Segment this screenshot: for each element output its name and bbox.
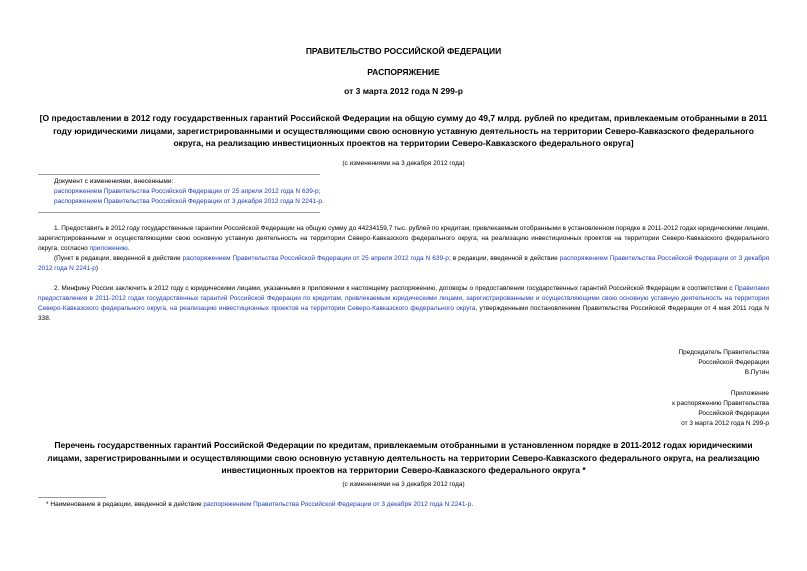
note-mid: ; в редакции, введенной в действие xyxy=(448,255,560,262)
rules-link[interactable]: Правилами предоставления в 2011-2012 годах государственных гарантий Российской Федерации по кредитам, привлекаемым юридическими лицами, зарегистрированными и осуществляющими свою основную уставную деятельность на территории Северо-Кавказского федерального округа, на реализацию инвестиционных проектов на территории Северо-Кавказского федерального округа xyxy=(38,285,769,312)
footnote-divider xyxy=(38,497,106,498)
signature-name: В.Путин xyxy=(744,369,769,376)
government-heading: ПРАВИТЕЛЬСТВО РОССИЙСКОЙ ФЕДЕРАЦИИ xyxy=(305,46,502,56)
doc-type-heading: РАСПОРЯЖЕНИЕ xyxy=(367,67,440,77)
paragraph-1-end: . xyxy=(127,245,130,252)
appendix-title: Перечень государственных гарантий Российской Федерации по кредитам, привлекаемым отобранными в установленном порядке в 2011-2012 годах юридическими лицами, зарегистрированными и осуществляющими свою основную уставную деятельность на территории Северо-Кавказского федерального округа, на реализацию инвестиционных проектов на территории Северо-Кавказского федерального округа * xyxy=(47,440,760,475)
note-start: (Пункт в редакции, введенной в действие xyxy=(54,255,183,262)
signature-line-2: Российской Федерации xyxy=(698,359,769,366)
note-link-2241[interactable]: распоряжением Правительства Российской Федерации от 3 декабря 2012 года N 2241-р xyxy=(38,255,770,272)
appendix-line-3: Российской Федерации xyxy=(698,410,769,417)
signature-block xyxy=(678,348,769,378)
footnote-end: . xyxy=(471,501,474,508)
paragraph-1-note xyxy=(38,254,769,274)
signature-line-1: Председатель Правительства xyxy=(678,349,769,356)
amendment-link-1[interactable]: распоряжением Правительства Российской Федерации от 25 апреля 2012 года N 639-р; xyxy=(54,188,321,195)
paragraph-2-end: , утвержденными постановлением Правительства Российской Федерации от 4 мая 2011 года N 338. xyxy=(38,305,769,322)
appendix-block xyxy=(672,389,769,429)
paragraph-1 xyxy=(38,224,769,254)
note-link-639[interactable]: распоряжением Правительства Российской Федерации от 25 апреля 2012 года N 639-р xyxy=(182,255,449,262)
amendments-block xyxy=(54,177,324,207)
appendix-line-1: Приложение xyxy=(730,390,769,397)
doc-title: [О предоставлении в 2012 году государственных гарантий Российской Федерации на общую сумму до 49,7 млрд. рублей по кредитам, привлекаемым отобранными в 2011 году юридическими лицами, зарегистрированными и осуществляющими свою основную уставную деятельность на территории Северо-Кавказского федерального округа, на реализацию инвестиционных проектов на территории Северо-Кавказского федерального округа] xyxy=(39,113,768,148)
amendment-link-2[interactable]: распоряжением Правительства Российской Федерации от 3 декабря 2012 года N 2241-р. xyxy=(54,198,324,205)
appendix-changes-note: (с изменениями на 3 декабря 2012 года) xyxy=(342,481,465,488)
divider-bottom xyxy=(38,212,320,213)
appendix-line-4: от 3 марта 2012 года N 299-р xyxy=(681,420,769,427)
appendix-link[interactable]: приложению xyxy=(89,245,128,252)
note-end: ) xyxy=(95,265,99,272)
changes-note: (с изменениями на 3 декабря 2012 года) xyxy=(342,160,465,167)
paragraph-1-text: 1. Предоставить в 2012 году государственные гарантии Российской Федерации на общую сумму до 44234159,7 тыс. рублей по кредитам, привлекаемым отобранными в установленном порядке в 2011-2012 годах юридическими лицами, зарегистрированными и осуществляющими свою основную уставную деятельность на территории Северо-Кавказского федерального округа, на реализацию инвестиционных проектов на территории Северо-Кавказского федерального округа, согласно xyxy=(38,225,769,252)
footnote-link[interactable]: распоряжением Правительства Российской Федерации от 3 декабря 2012 года N 2241-р xyxy=(203,501,472,508)
footnote xyxy=(46,501,473,508)
footnote-start: * Наименование в редакции, введенной в действие xyxy=(46,501,204,508)
paragraph-2 xyxy=(38,284,769,324)
appendix-line-2: к распоряжению Правительства xyxy=(672,400,769,407)
doc-date-number: от 3 марта 2012 года N 299-р xyxy=(344,86,463,96)
divider-top xyxy=(38,174,320,175)
paragraph-2-start: 2. Минфину России заключить в 2012 году с юридическими лицами, указанными в приложении к настоящему распоряжению, договоры о предоставлении государственных гарантий Российской Федерации в соответствии с xyxy=(54,285,735,292)
amendments-heading: Документ с изменениями, внесенными: xyxy=(54,178,174,185)
